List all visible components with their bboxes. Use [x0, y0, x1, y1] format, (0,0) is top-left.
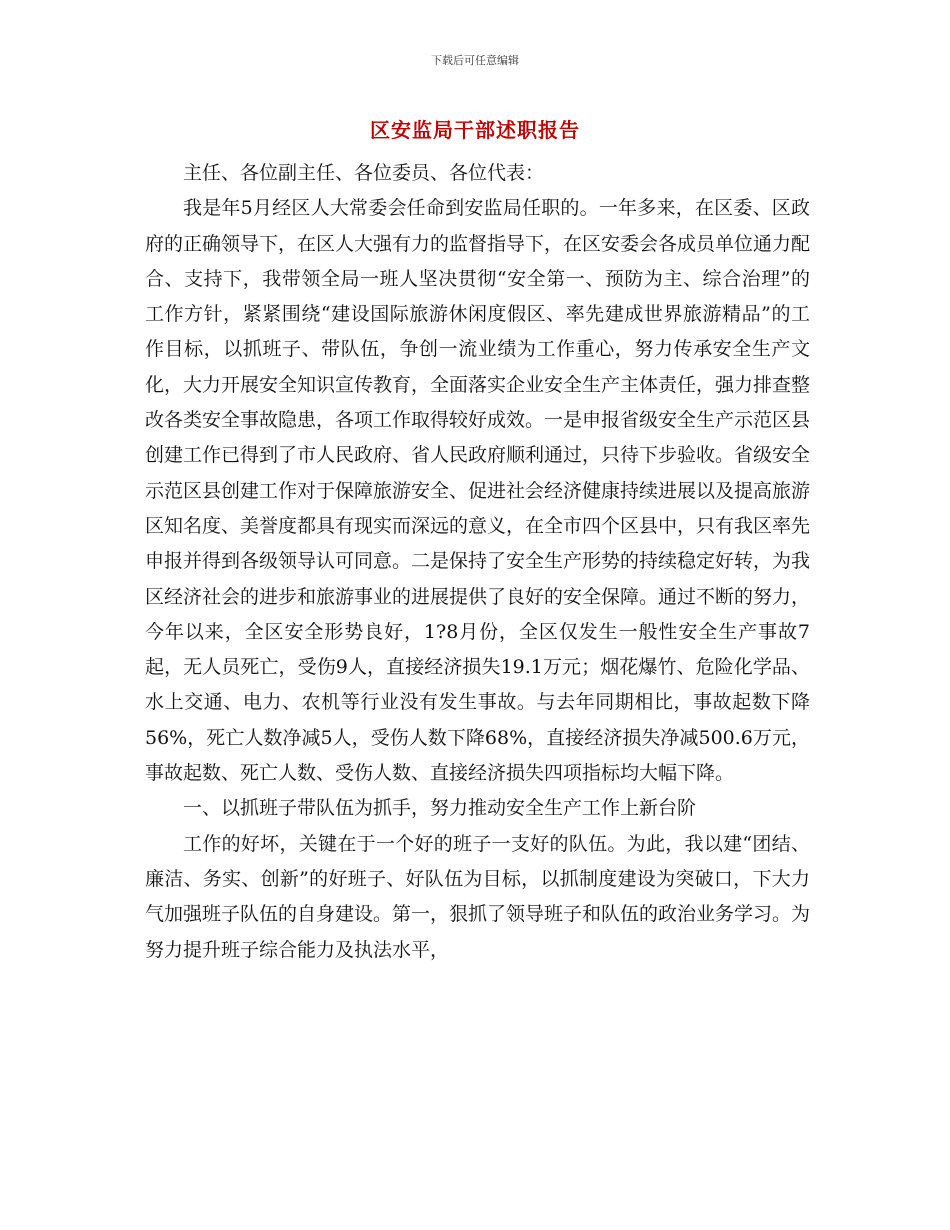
- page-header: 下载后可任意编辑: [431, 54, 519, 67]
- paragraph-team-building: 工作的好坏，关键在于一个好的班子一支好的队伍。为此，我以建“团结、廉洁、务实、创新”的好班子、好队伍为目标，以抓制度建设为突破口，下大力气加强班子队伍的自身建设。第一，狠抓了领导班子和队伍的政治业务学习。为努力提升班子综合能力及执法水平，: [145, 832, 811, 961]
- paragraph-intro: 我是年5月经区人大常委会任命到安监局任职的。一年多来，在区委、区政府的正确领导下，在区人大强有力的监督指导下，在区安委会各成员单位通力配合、支持下，我带领全局一班人坚决贯彻“安全第一、预防为主、综合治理”的工作方针，紧紧围绕“建设国际旅游休闲度假区、率先建成世界旅游精品”的工作目标，以抓班子、带队伍，争创一流业绩为工作重心，努力传承安全生产文化，大力开展安全知识宣传教育，全面落实企业安全生产主体责任，强力排查整改各类安全事故隐患，各项工作取得较好成效。一是申报省级安全生产示范区县创建工作已得到了市人民政府、省人民政府顺利通过，只待下步验收。省级安全示范区县创建工作对于保障旅游安全、促进社会经济健康持续进展以及提高旅游区知名度、美誉度都具有现实而深远的意义，在全市四个区县中，只有我区率先申报并得到各级领导认可同意。二是保持了安全生产形势的持续稳定好转，为我区经济社会的进步和旅游事业的进展提供了良好的安全保障。通过不断的努力，今年以来，全区安全形势良好，1?8月份，全区仅发生一般性安全生产事故7起，无人员死亡，受伤9人，直接经济损失19.1万元；烟花爆竹、危险化学品、水上交通、电力、农机等行业没有发生事故。与去年同期相比，事故起数下降56%，死亡人数净减5人，受伤人数下降68%，直接经济损失净减500.6万元，事故起数、死亡人数、受伤人数、直接经济损失四项指标均大幅下降。: [145, 197, 811, 785]
- salutation: 主任、各位副主任、各位委员、各位代表：: [183, 162, 545, 184]
- section-heading: 一、以抓班子带队伍为抓手，努力推动安全生产工作上新台阶: [183, 797, 697, 820]
- document-body: [145, 156, 810, 968]
- document-title: 区安监局干部述职报告: [370, 118, 580, 142]
